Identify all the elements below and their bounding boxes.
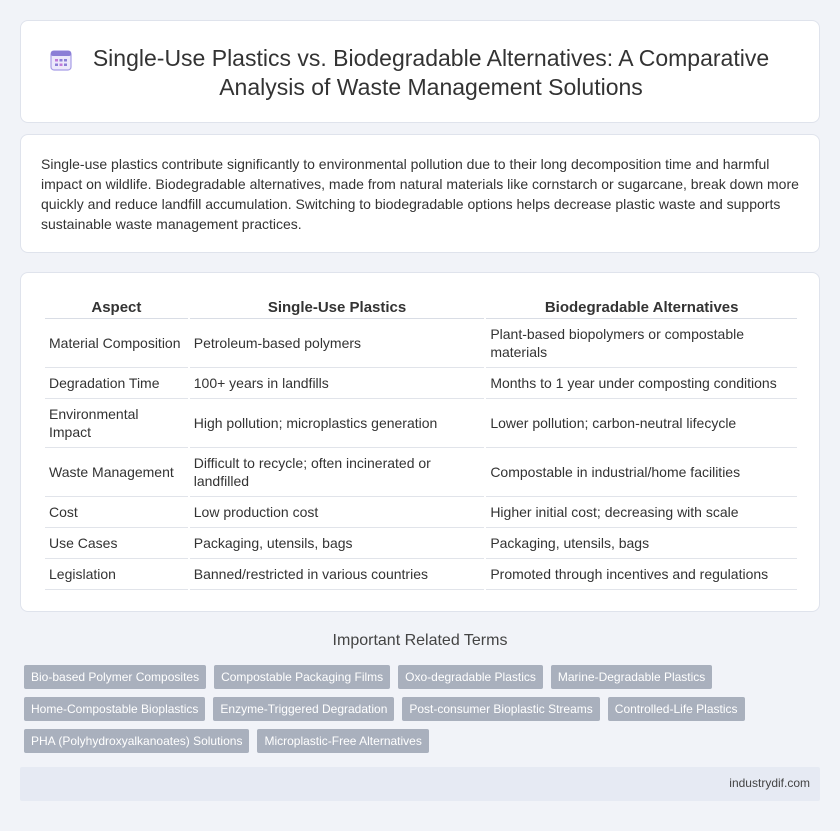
related-terms-list: [24, 665, 814, 753]
table-cell: Environmental Impact: [45, 399, 188, 448]
table-cell: Lower pollution; carbon-neutral lifecycle: [486, 399, 797, 448]
intro-card: [20, 134, 820, 253]
footer: [20, 767, 820, 801]
table-cell: Cost: [45, 497, 188, 528]
table-cell: Banned/restricted in various countries: [190, 559, 485, 590]
table-cell: Petroleum-based polymers: [190, 319, 485, 368]
related-term-tag[interactable]: Bio-based Polymer Composites: [24, 665, 206, 689]
table-row: [45, 319, 797, 368]
related-term-tag[interactable]: Marine-Degradable Plastics: [551, 665, 712, 689]
related-term-tag[interactable]: Microplastic-Free Alternatives: [257, 729, 428, 753]
table-cell: High pollution; microplastics generation: [190, 399, 485, 448]
table-cell: Difficult to recycle; often incinerated or landfilled: [190, 448, 485, 497]
header-aspect: Aspect: [45, 295, 188, 319]
table-cell: Months to 1 year under composting conditions: [486, 368, 797, 399]
table-cell: Promoted through incentives and regulations: [486, 559, 797, 590]
table-header-row: [45, 295, 797, 319]
header-biodegradable: Biodegradable Alternatives: [486, 295, 797, 319]
related-term-tag[interactable]: Compostable Packaging Films: [214, 665, 390, 689]
intro-paragraph: Single-use plastics contribute significantly to environmental pollution due to their long decomposition time and harmful impact on wildlife. Biodegradable alternatives, made from natural materials like cornstarch or sugarcane, break down more quickly and reduce landfill accumulation. Switching to biodegradable options helps decrease plastic waste and supports sustainable waste management practices.: [41, 156, 799, 232]
header-single-use: Single-Use Plastics: [190, 295, 485, 319]
table-cell: Plant-based biopolymers or compostable materials: [486, 319, 797, 368]
table-row: [45, 497, 797, 528]
related-term-tag[interactable]: PHA (Polyhydroxyalkanoates) Solutions: [24, 729, 249, 753]
table-cell: Waste Management: [45, 448, 188, 497]
related-term-tag[interactable]: Controlled-Life Plastics: [608, 697, 745, 721]
table-cell: Compostable in industrial/home facilities: [486, 448, 797, 497]
table-row: [45, 559, 797, 590]
table-row: [45, 448, 797, 497]
related-term-tag[interactable]: Enzyme-Triggered Degradation: [213, 697, 394, 721]
comparison-card: [20, 272, 820, 612]
table-row: [45, 368, 797, 399]
table-cell: Packaging, utensils, bags: [486, 528, 797, 559]
table-cell: Use Cases: [45, 528, 188, 559]
table-cell: Packaging, utensils, bags: [190, 528, 485, 559]
title-card: [20, 20, 820, 123]
table-cell: Low production cost: [190, 497, 485, 528]
table-cell: Higher initial cost; decreasing with scale: [486, 497, 797, 528]
comparison-table: [43, 295, 799, 590]
table-cell: Legislation: [45, 559, 188, 590]
table-cell: Degradation Time: [45, 368, 188, 399]
table-cell: 100+ years in landfills: [190, 368, 485, 399]
footer-site-link[interactable]: industrydif.com: [729, 776, 810, 790]
related-term-tag[interactable]: Oxo-degradable Plastics: [398, 665, 543, 689]
related-term-tag[interactable]: Home-Compostable Bioplastics: [24, 697, 205, 721]
table-row: [45, 399, 797, 448]
related-terms-title: Important Related Terms: [332, 632, 508, 649]
related-term-tag[interactable]: Post-consumer Bioplastic Streams: [402, 697, 599, 721]
table-cell: Material Composition: [45, 319, 188, 368]
page-title: Single-Use Plastics vs. Biodegradable Alternatives: A Comparative Analysis of Waste Management Solutions: [92, 44, 770, 100]
table-row: [45, 528, 797, 559]
